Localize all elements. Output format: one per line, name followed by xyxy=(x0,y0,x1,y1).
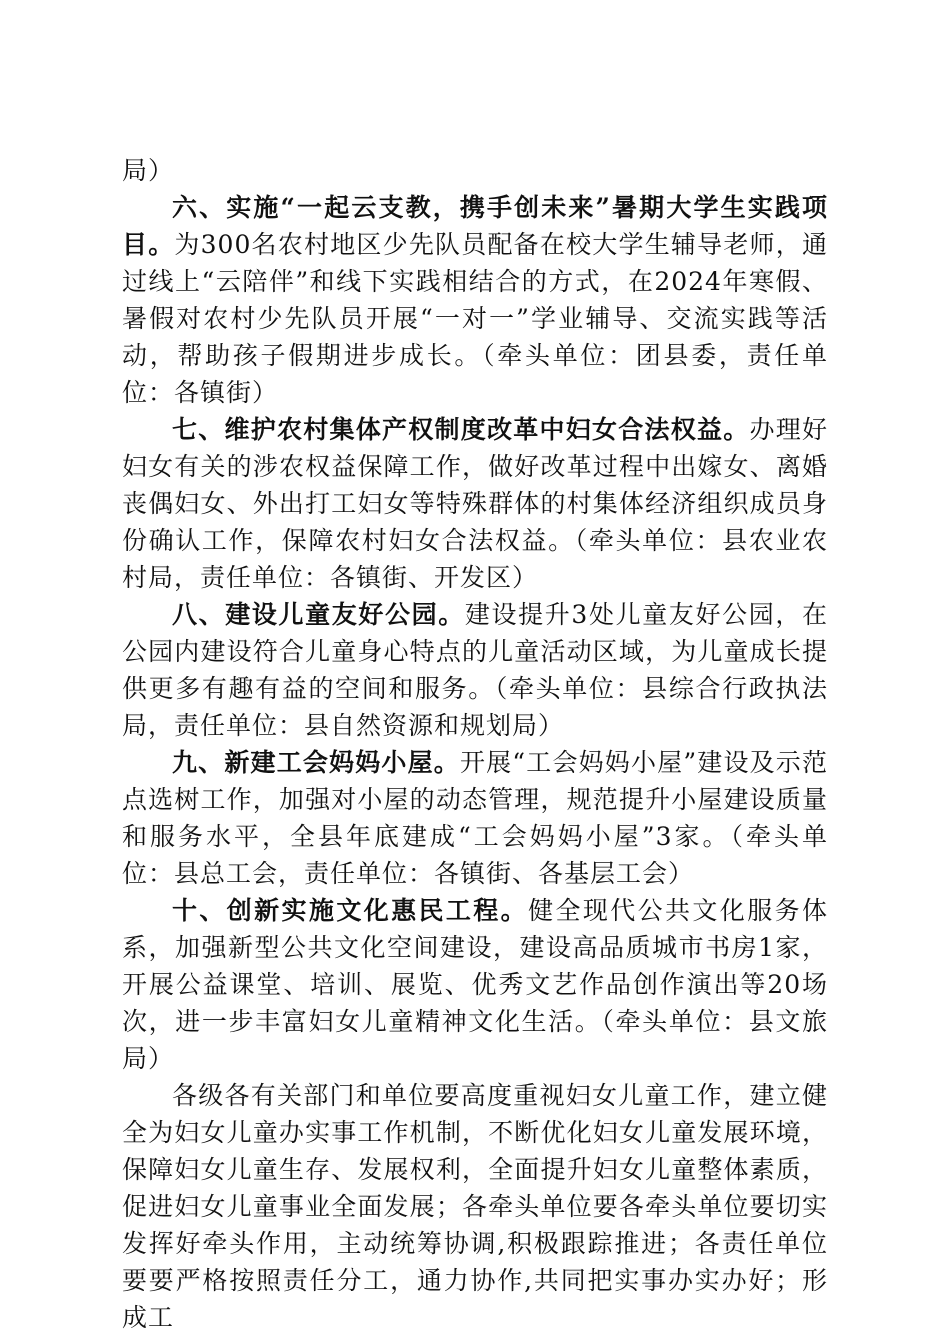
document-body xyxy=(122,152,828,1336)
paragraph-heading: 九、新建工会妈妈小屋。 xyxy=(172,748,460,777)
paragraph-continuation xyxy=(122,152,828,189)
paragraph-heading: 七、维护农村集体产权制度改革中妇女合法权益。 xyxy=(172,415,750,444)
paragraph-closing xyxy=(122,1077,828,1336)
paragraph-item-9 xyxy=(122,744,828,892)
paragraph-body: 各级各有关部门和单位要高度重视妇女儿童工作，建立健全为妇女儿童办实事工作机制，不断优化妇女儿童发展环境，保障妇女儿童生存、发展权利，全面提升妇女儿童整体素质，促进妇女儿童事业全面发展；各牵头单位要各牵头单位要切实发挥好牵头作用，主动统筹协调,积极跟踪推进；各责任单位要要严格按照责任分工，通力协作,共同把实事办实办好；形成工 xyxy=(122,1081,828,1332)
paragraph-body: 建设提升3处儿童友好公园，在公园内建设符合儿童身心特点的儿童活动区域，为儿童成长提供更多有趣有益的空间和服务。（牵头单位：县综合行政执法局，责任单位：县自然资源和规划局） xyxy=(122,600,828,740)
paragraph-heading: 十、创新实施文化惠民工程。 xyxy=(172,896,529,925)
paragraph-body: 办理好妇女有关的涉农权益保障工作，做好改革过程中出嫁女、离婚丧偶妇女、外出打工妇女等特殊群体的村集体经济组织成员身份确认工作，保障农村妇女合法权益。（牵头单位：县农业农村局，责任单位：各镇街、开发区） xyxy=(122,415,828,592)
paragraph-item-7 xyxy=(122,411,828,596)
paragraph-body: 健全现代公共文化服务体系，加强新型公共文化空间建设，建设高品质城市书房1家，开展公益课堂、培训、展览、优秀文艺作品创作演出等20场次，进一步丰富妇女儿童精神文化生活。（牵头单位：县文旅局） xyxy=(122,896,828,1073)
paragraph-body: 为300名农村地区少先队员配备在校大学生辅导老师，通过线上“云陪伴”和线下实践相结合的方式，在2024年寒假、暑假对农村少先队员开展“一对一”学业辅导、交流实践等活动，帮助孩子假期进步成长。（牵头单位：团县委，责任单位：各镇街） xyxy=(122,230,828,407)
paragraph-item-8 xyxy=(122,596,828,744)
paragraph-body: 局） xyxy=(122,156,175,185)
paragraph-item-10 xyxy=(122,892,828,1077)
paragraph-body: 开展“工会妈妈小屋”建设及示范点选树工作，加强对小屋的动态管理，规范提升小屋建设质量和服务水平，全县年底建成“工会妈妈小屋”3家。（牵头单位：县总工会，责任单位：各镇街、各基层工会） xyxy=(122,748,828,888)
paragraph-heading: 八、建设儿童友好公园。 xyxy=(172,600,465,629)
paragraph-heading: 六、实施“一起云支教，携手创未来”暑期大学生实践项目。 xyxy=(122,193,828,259)
paragraph-item-6 xyxy=(122,189,828,411)
